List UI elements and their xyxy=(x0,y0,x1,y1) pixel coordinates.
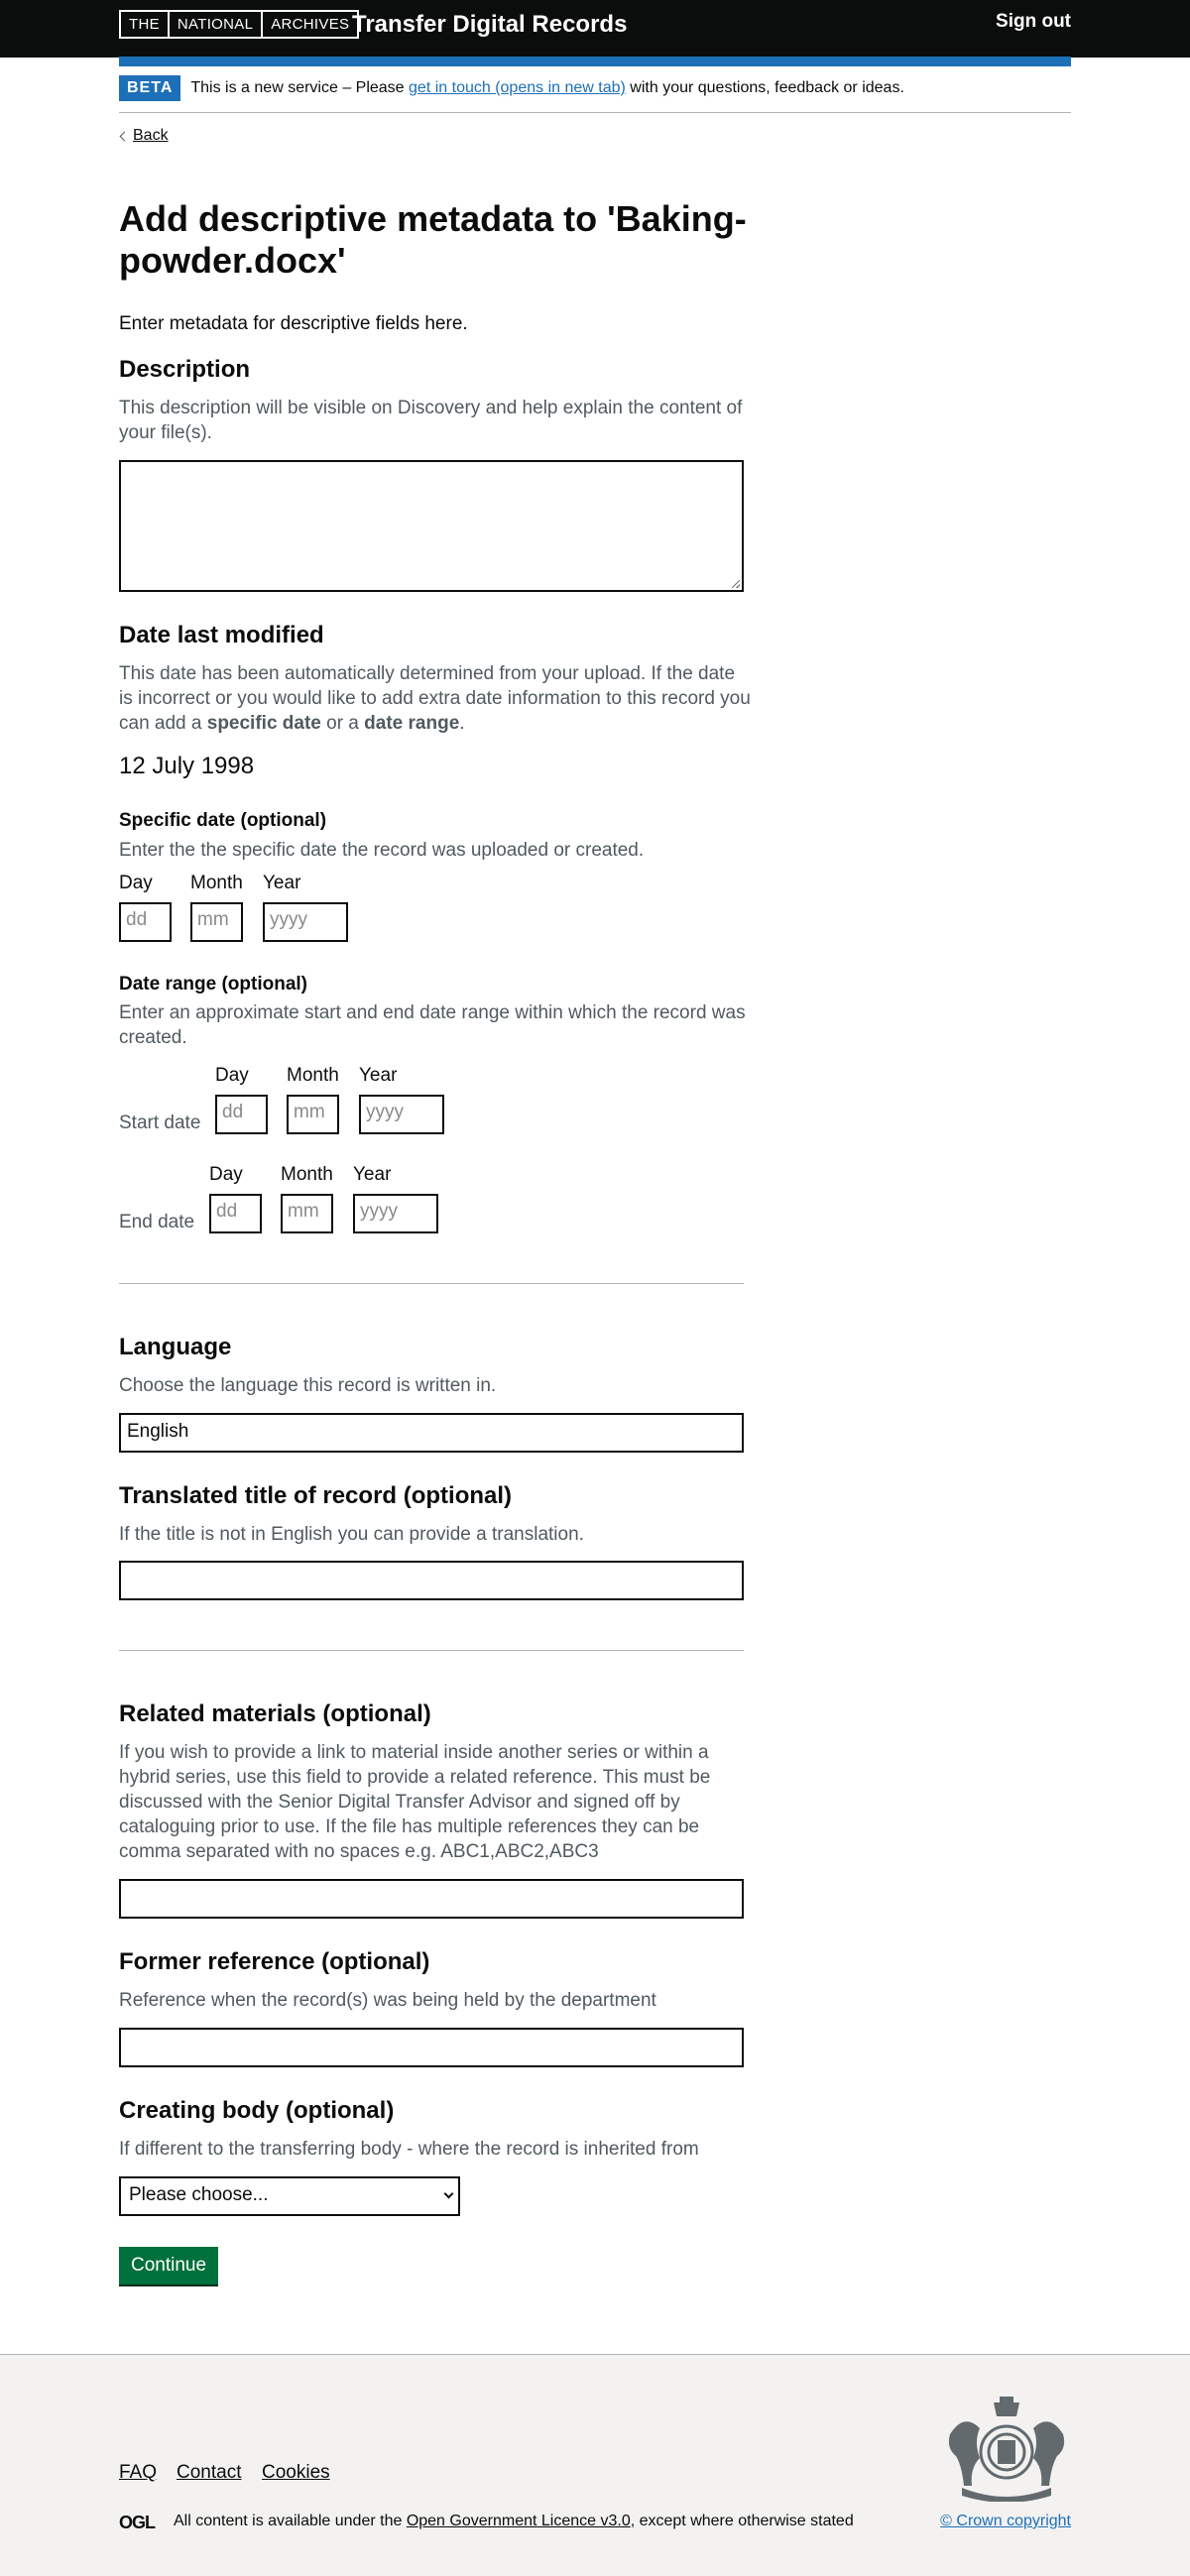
specific-date-heading: Specific date (optional) xyxy=(119,810,327,831)
logo-part-archives: ARCHIVES xyxy=(271,16,350,33)
former-reference-heading: Former reference (optional) xyxy=(119,1948,430,1975)
dlm-hint-date-range: date range xyxy=(364,713,460,734)
service-name[interactable]: Transfer Digital Records xyxy=(352,11,628,38)
translated-title-input[interactable] xyxy=(119,1561,744,1600)
specific-year-placeholder: yyyy xyxy=(270,909,307,930)
language-hint: Choose the language this record is written in. xyxy=(119,1375,497,1396)
specific-day-label: Day xyxy=(119,873,153,893)
chevron-down-icon xyxy=(444,2189,454,2199)
date-range-heading: Date range (optional) xyxy=(119,974,308,995)
crown-copyright-link[interactable]: © Crown copyright xyxy=(940,2513,1071,2529)
end-day-placeholder: dd xyxy=(216,1201,238,1222)
language-heading: Language xyxy=(119,1334,232,1360)
start-day-label: Day xyxy=(215,1065,249,1086)
licence-after: , except where otherwise stated xyxy=(630,2513,854,2529)
feedback-link[interactable]: get in touch (opens in new tab) xyxy=(409,79,626,96)
translated-title-heading: Translated title of record (optional) xyxy=(119,1482,513,1509)
ogl-logo-icon xyxy=(119,2514,160,2530)
specific-day-input[interactable] xyxy=(119,902,172,942)
end-month-input[interactable] xyxy=(281,1194,333,1233)
specific-year-input[interactable] xyxy=(263,902,348,942)
language-value: English xyxy=(127,1421,189,1442)
logo-part-the: THE xyxy=(121,12,170,37)
end-year-placeholder: yyyy xyxy=(360,1201,398,1222)
start-year-label: Year xyxy=(359,1065,398,1086)
start-month-placeholder: mm xyxy=(294,1102,325,1122)
national-archives-logo[interactable] xyxy=(119,10,359,39)
specific-month-label: Month xyxy=(190,873,243,893)
start-date-label: Start date xyxy=(119,1112,201,1133)
specific-month-input[interactable] xyxy=(190,902,243,942)
end-day-label: Day xyxy=(209,1164,243,1185)
specific-year-label: Year xyxy=(263,873,301,893)
dlm-hint-end: . xyxy=(459,713,465,734)
specific-day-placeholder: dd xyxy=(126,909,148,930)
beta-tag: BETA xyxy=(119,75,180,101)
phase-banner-text xyxy=(190,75,904,101)
date-last-modified-hint xyxy=(119,661,754,736)
ogl-logo-text: OGL xyxy=(119,2514,155,2530)
start-year-placeholder: yyyy xyxy=(366,1102,404,1122)
description-hint: This description will be visible on Discovery and help explain the content of your file(s). xyxy=(119,398,743,443)
sign-out-link[interactable]: Sign out xyxy=(996,11,1071,32)
date-last-modified-heading: Date last modified xyxy=(119,622,324,648)
copyright xyxy=(940,2510,1071,2533)
continue-button[interactable]: Continue xyxy=(119,2247,218,2284)
start-day-placeholder: dd xyxy=(222,1102,244,1122)
back-link[interactable]: Back xyxy=(119,127,169,145)
former-reference-hint: Reference when the record(s) was being held by the department xyxy=(119,1990,656,2011)
language-input[interactable] xyxy=(119,1413,744,1453)
phase-text-before: This is a new service – Please xyxy=(190,79,410,96)
date-range-hint: Enter an approximate start and end date range within which the record was created. xyxy=(119,1002,746,1048)
description-textarea[interactable] xyxy=(119,460,744,592)
end-date-label: End date xyxy=(119,1212,195,1232)
end-month-placeholder: mm xyxy=(288,1201,319,1222)
page-intro: Enter metadata for descriptive fields here. xyxy=(119,313,468,334)
translated-title-hint: If the title is not in English you can provide a translation. xyxy=(119,1524,584,1545)
start-month-input[interactable] xyxy=(287,1095,339,1134)
specific-month-placeholder: mm xyxy=(197,909,229,930)
phase-text-after: with your questions, feedback or ideas. xyxy=(625,79,904,96)
start-day-input[interactable] xyxy=(215,1095,268,1134)
related-materials-input[interactable] xyxy=(119,1879,744,1919)
logo-part-national: NATIONAL xyxy=(170,12,263,37)
site-header xyxy=(0,0,1190,58)
start-month-label: Month xyxy=(287,1065,339,1086)
end-month-label: Month xyxy=(281,1164,333,1185)
related-materials-heading: Related materials (optional) xyxy=(119,1700,431,1727)
end-year-label: Year xyxy=(353,1164,392,1185)
specific-date-hint: Enter the the specific date the record was uploaded or created. xyxy=(119,840,645,861)
site-footer xyxy=(0,2354,1190,2576)
end-year-input[interactable] xyxy=(353,1194,438,1233)
page-title: Add descriptive metadata to 'Baking-powder.docx' xyxy=(119,198,747,281)
date-last-modified-value: 12 July 1998 xyxy=(119,753,255,779)
resize-grip-icon[interactable] xyxy=(732,580,740,588)
former-reference-input[interactable] xyxy=(119,2028,744,2067)
section-divider xyxy=(119,1283,744,1284)
related-materials-hint: If you wish to provide a link to material inside another series or within a hybrid series, use this field to provide a related reference. This must be discussed with the Senior Digital Transfer Advisor and signed off by cataloguing prior to use. If the file has multiple references they can be comma separated with no spaces e.g. ABC1,ABC2,ABC3 xyxy=(119,1742,711,1862)
creating-body-hint: If different to the transferring body - where the record is inherited from xyxy=(119,2139,699,2160)
header-accent-bar xyxy=(119,57,1071,66)
footer-link-cookies[interactable]: Cookies xyxy=(262,2462,330,2483)
licence-before: All content is available under the xyxy=(174,2513,407,2529)
section-divider xyxy=(119,1650,744,1651)
footer-link-faq[interactable]: FAQ xyxy=(119,2462,158,2483)
footer-link-contact[interactable]: Contact xyxy=(177,2462,242,2483)
creating-body-heading: Creating body (optional) xyxy=(119,2097,395,2124)
creating-body-selected: Please choose... xyxy=(129,2184,269,2205)
phase-banner xyxy=(119,75,1071,113)
royal-coat-of-arms-icon xyxy=(942,2395,1071,2502)
end-day-input[interactable] xyxy=(209,1194,262,1233)
creating-body-select[interactable] xyxy=(119,2176,460,2216)
start-year-input[interactable] xyxy=(359,1095,444,1134)
description-heading: Description xyxy=(119,356,251,383)
dlm-hint-or: or a xyxy=(320,713,365,734)
licence-text xyxy=(174,2510,854,2533)
dlm-hint-text: This date has been automatically determined from your upload. If the date is incorrect or you would like to add extra date information to this record you can add a xyxy=(119,663,751,734)
dlm-hint-specific-date: specific date xyxy=(206,713,321,734)
licence-link[interactable]: Open Government Licence v3.0 xyxy=(406,2513,631,2529)
